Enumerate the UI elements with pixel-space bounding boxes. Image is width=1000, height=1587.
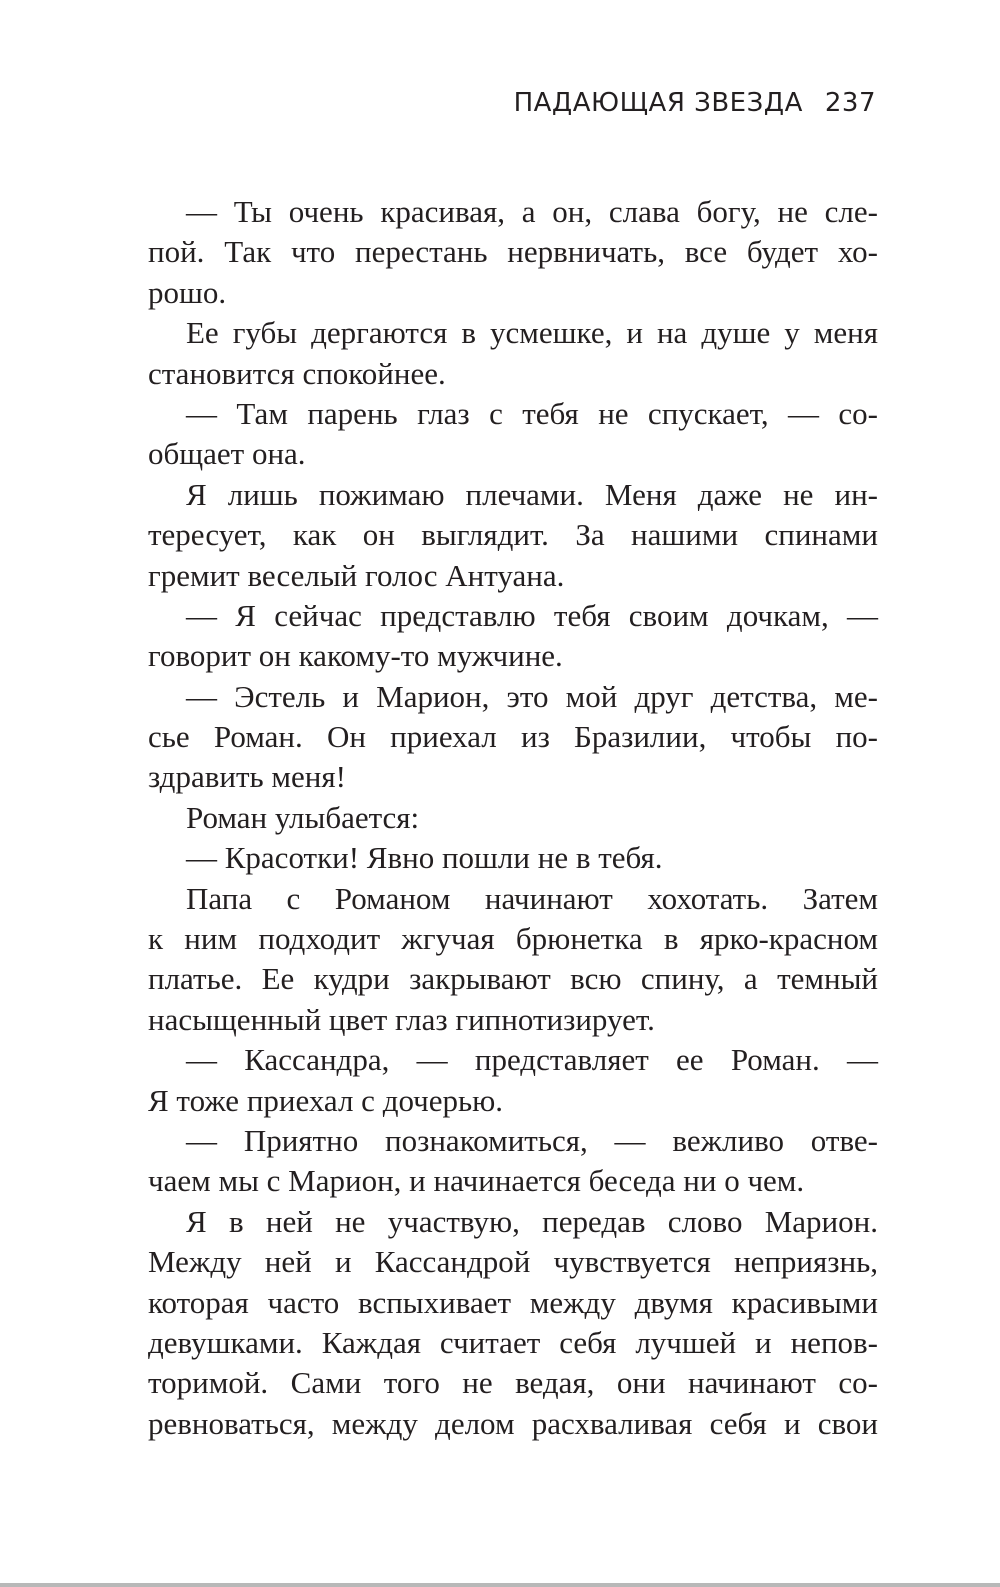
text-line: — Кассандра, — представляет ее Роман. — bbox=[186, 1042, 878, 1078]
body-text bbox=[148, 192, 878, 1444]
text-line: тересует, как он выглядит. За нашими спинами bbox=[148, 517, 878, 553]
text-line: — Ты очень красивая, а он, слава богу, не сле- bbox=[186, 194, 878, 229]
text-line: которая часто вспыхивает между двумя красивыми bbox=[148, 1284, 878, 1320]
text-line: здравить меня! bbox=[148, 759, 346, 795]
text-line: платье. Ее кудри закрывают всю спину, а темный bbox=[148, 961, 878, 997]
text-line: Я тоже приехал с дочерью. bbox=[148, 1082, 504, 1118]
text-line: гремит веселый голос Антуана. bbox=[148, 557, 565, 593]
text-line: рошо. bbox=[148, 274, 227, 310]
text-line: пой. Так что перестань нервничать, все будет хо- bbox=[148, 234, 878, 270]
text-line: общает она. bbox=[148, 436, 306, 472]
running-head bbox=[514, 88, 876, 118]
text-line: чаем мы с Марион, и начинается беседа ни о чем. bbox=[148, 1163, 805, 1199]
text-line: — Эстель и Марион, это мой друг детства, ме- bbox=[186, 678, 878, 714]
text-line: становится спокойнее. bbox=[148, 355, 446, 391]
bottom-rule bbox=[0, 1583, 1000, 1587]
text-line: девушками. Каждая считает себя лучшей и непов- bbox=[148, 1324, 878, 1360]
text-line: — Я сейчас представлю тебя своим дочкам, — bbox=[186, 597, 878, 633]
text-line: Ее губы дергаются в усмешке, и на душе у меня bbox=[186, 315, 878, 351]
text-line: ревноваться, между делом расхваливая себя и свои bbox=[148, 1405, 878, 1441]
page-number: 237 bbox=[824, 88, 876, 118]
text-line: — Красотки! Явно пошли не в тебя. bbox=[186, 840, 663, 876]
text-line: к ним подходит жгучая брюнетка в ярко-красном bbox=[148, 921, 878, 957]
text-line: насыщенный цвет глаз гипнотизирует. bbox=[148, 1001, 655, 1037]
text-line: — Там парень глаз с тебя не спускает, — со- bbox=[186, 395, 878, 431]
text-line: — Приятно познакомиться, — вежливо отве- bbox=[186, 1122, 878, 1158]
text-line: Между ней и Кассандрой чувствуется неприязнь, bbox=[148, 1244, 878, 1280]
book-title: ПАДАЮЩАЯ ЗВЕЗДА bbox=[513, 88, 803, 118]
text-line: говорит он какому-то мужчине. bbox=[148, 638, 563, 674]
text-line: торимой. Сами того не ведая, они начинают со- bbox=[148, 1365, 878, 1401]
text-line: Роман улыбается: bbox=[186, 799, 420, 835]
text-line: сье Роман. Он приехал из Бразилии, чтобы по- bbox=[148, 719, 878, 755]
text-line: Папа с Романом начинают хохотать. Затем bbox=[186, 880, 878, 916]
text-line: Я лишь пожимаю плечами. Меня даже не ин- bbox=[186, 476, 878, 512]
text-line: Я в ней не участвую, передав слово Марион. bbox=[186, 1203, 878, 1239]
